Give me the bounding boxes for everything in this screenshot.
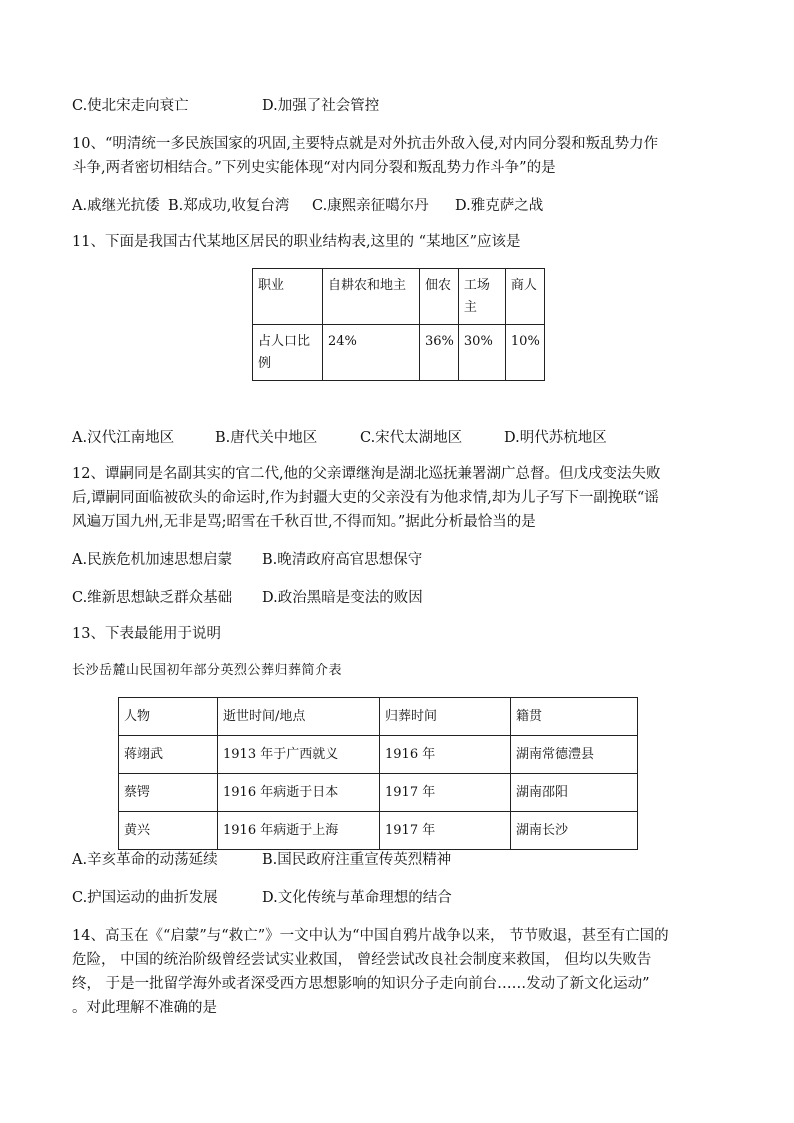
q10-stem-line-1: 10、“明清统一多民族国家的巩固,主要特点就是对外抗击外敌入侵,对内同分裂和叛乱势力作 — [72, 136, 659, 152]
q11-option-c: C.宋代太湖地区 — [360, 430, 463, 446]
table-cell: 1916 年病逝于日本 — [218, 774, 380, 812]
table-cell: 10% — [505, 325, 544, 381]
table-cell: 占人口比例 — [253, 325, 323, 381]
table-cell: 36% — [420, 325, 459, 381]
table-row — [253, 325, 545, 381]
q11-stem: 11、下面是我国古代某地区居民的职业结构表,这里的 “某地区”应该是 — [72, 234, 521, 250]
table-cell: 1917 年 — [380, 774, 511, 812]
table-row — [119, 774, 638, 812]
q12-stem-line-2: 后,谭嗣同面临被砍头的命运时,作为封疆大吏的父亲没有为他求情,却为儿子写下一副挽联“谣 — [72, 490, 659, 506]
q10-option-c: C.康熙亲征噶尔丹 — [312, 198, 429, 214]
q10-option-d: D.雅克萨之战 — [455, 198, 544, 214]
martyrs-table — [118, 697, 638, 850]
table-header-cell: 逝世时间/地点 — [218, 698, 380, 736]
q13-stem: 13、下表最能用于说明 — [72, 626, 221, 642]
table-header-cell: 自耕农和地主 — [323, 269, 420, 325]
table-row — [119, 698, 638, 736]
q13-option-b: B.国民政府注重宣传英烈精神 — [262, 852, 452, 868]
table-cell: 1916 年病逝于上海 — [218, 812, 380, 850]
q11-option-a: A.汉代江南地区 — [72, 430, 175, 446]
table-cell: 湖南长沙 — [511, 812, 638, 850]
table-cell: 湖南常德澧县 — [511, 736, 638, 774]
q12-option-d: D.政治黑暗是变法的败因 — [262, 590, 423, 606]
table-header-cell: 佃农 — [420, 269, 459, 325]
q13-option-c: C.护国运动的曲折发展 — [72, 890, 218, 906]
table-cell: 1913 年于广西就义 — [218, 736, 380, 774]
table-cell: 30% — [458, 325, 505, 381]
table-header-cell: 商人 — [505, 269, 544, 325]
q10-option-a: A.戚继光抗倭 — [72, 198, 160, 214]
q11-option-b: B.唐代关中地区 — [215, 430, 318, 446]
q14-stem-line-2: 危险， 中国的统治阶级曾经尝试实业救国， 曾经尝试改良社会制度来救国， 但均以失败告 — [72, 952, 652, 968]
q14-stem-line-1: 14、高玉在《“启蒙”与“救亡”》一文中认为“中国自鸦片战争以来， 节节败退，甚至有亡国的 — [72, 928, 669, 944]
table-header-cell: 籍贯 — [511, 698, 638, 736]
q14-stem-line-4: 。对此理解不准确的是 — [72, 1000, 217, 1016]
table-cell: 黄兴 — [119, 812, 218, 850]
table-cell: 1916 年 — [380, 736, 511, 774]
table-row — [119, 736, 638, 774]
table-cell: 蔡锷 — [119, 774, 218, 812]
table-header-cell: 工场主 — [458, 269, 505, 325]
q12-option-b: B.晚清政府高官思想保守 — [262, 552, 423, 568]
q11-option-d: D.明代苏杭地区 — [504, 430, 607, 446]
table-cell: 1917 年 — [380, 812, 511, 850]
q12-stem-line-1: 12、谭嗣同是名副其实的官二代,他的父亲谭继洵是湖北巡抚兼署湖广总督。但戊戌变法失败 — [72, 466, 661, 482]
q10-option-b: B.郑成功,收复台湾 — [168, 198, 290, 214]
table-header-cell: 职业 — [253, 269, 323, 325]
table-caption: 长沙岳麓山民国初年部分英烈公葬归葬简介表 — [72, 663, 343, 678]
table-cell: 湖南邵阳 — [511, 774, 638, 812]
q12-option-a: A.民族危机加速思想启蒙 — [72, 552, 233, 568]
q9-option-d: D.加强了社会管控 — [262, 98, 380, 114]
table-cell: 蒋翊武 — [119, 736, 218, 774]
q13-option-a: A.辛亥革命的动荡延续 — [72, 852, 218, 868]
table-cell: 24% — [323, 325, 420, 381]
table-header-cell: 人物 — [119, 698, 218, 736]
q12-stem-line-3: 风遍万国九州,无非是骂;昭雪在千秋百世,不得而知。”据此分析最恰当的是 — [72, 514, 536, 530]
q10-stem-line-2: 斗争,两者密切相结合。”下列史实能体现“对内同分裂和叛乱势力作斗争”的是 — [72, 160, 556, 176]
q9-option-c: C.使北宋走向衰亡 — [72, 98, 189, 114]
q12-option-c: C.维新思想缺乏群众基础 — [72, 590, 233, 606]
q14-stem-line-3: 终， 于是一批留学海外或者深受西方思想影响的知识分子走向前台……发动了新文化运动” — [72, 976, 650, 992]
table-row — [119, 812, 638, 850]
q13-option-d: D.文化传统与革命理想的结合 — [262, 890, 452, 906]
table-row — [253, 269, 545, 325]
occupation-table — [252, 268, 545, 381]
table-header-cell: 归葬时间 — [380, 698, 511, 736]
